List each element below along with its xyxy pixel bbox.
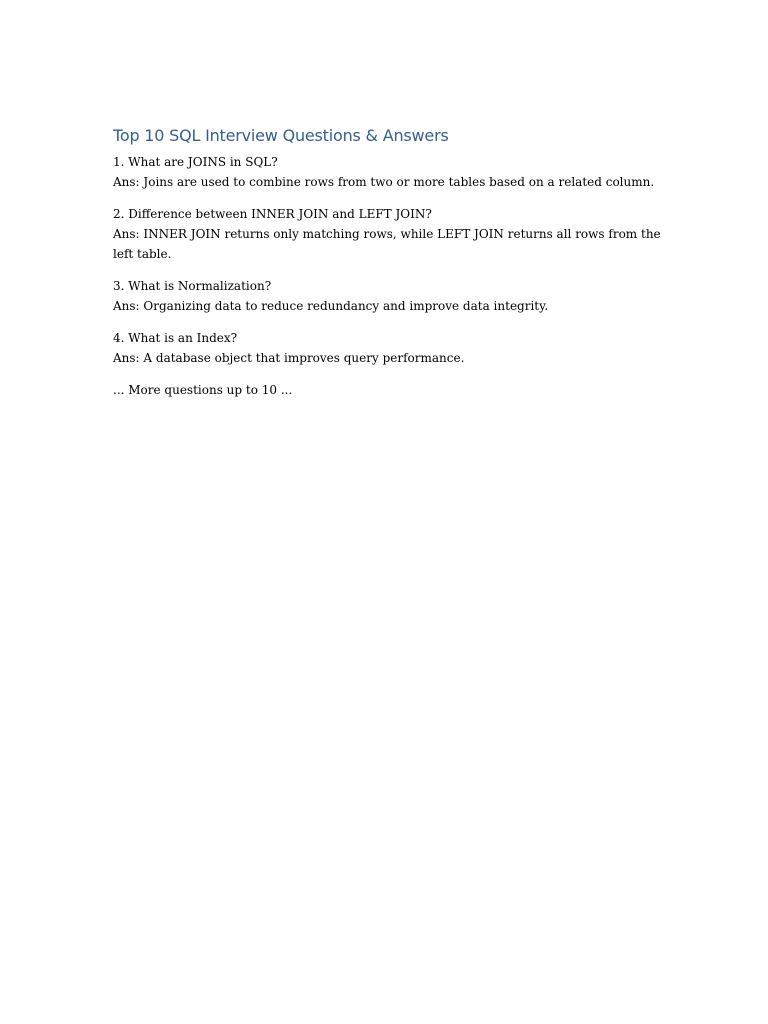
question-4: 4. What is an Index? xyxy=(113,331,238,345)
qa-item-3 xyxy=(113,276,663,316)
question-1: 1. What are JOINS in SQL? xyxy=(113,155,278,169)
qa-item-4 xyxy=(113,328,663,368)
answer-2: Ans: INNER JOIN returns only matching rows, while LEFT JOIN returns all rows from the left table. xyxy=(113,227,661,261)
question-3: 3. What is Normalization? xyxy=(113,279,272,293)
answer-3: Ans: Organizing data to reduce redundancy and improve data integrity. xyxy=(113,299,549,313)
answer-1: Ans: Joins are used to combine rows from two or more tables based on a related column. xyxy=(113,175,655,189)
more-questions-note: ... More questions up to 10 ... xyxy=(113,383,293,397)
document-title: Top 10 SQL Interview Questions & Answers xyxy=(113,126,449,145)
qa-item-2 xyxy=(113,204,663,264)
question-2: 2. Difference between INNER JOIN and LEFT JOIN? xyxy=(113,207,432,221)
qa-item-1 xyxy=(113,152,663,192)
answer-4: Ans: A database object that improves query performance. xyxy=(113,351,465,365)
